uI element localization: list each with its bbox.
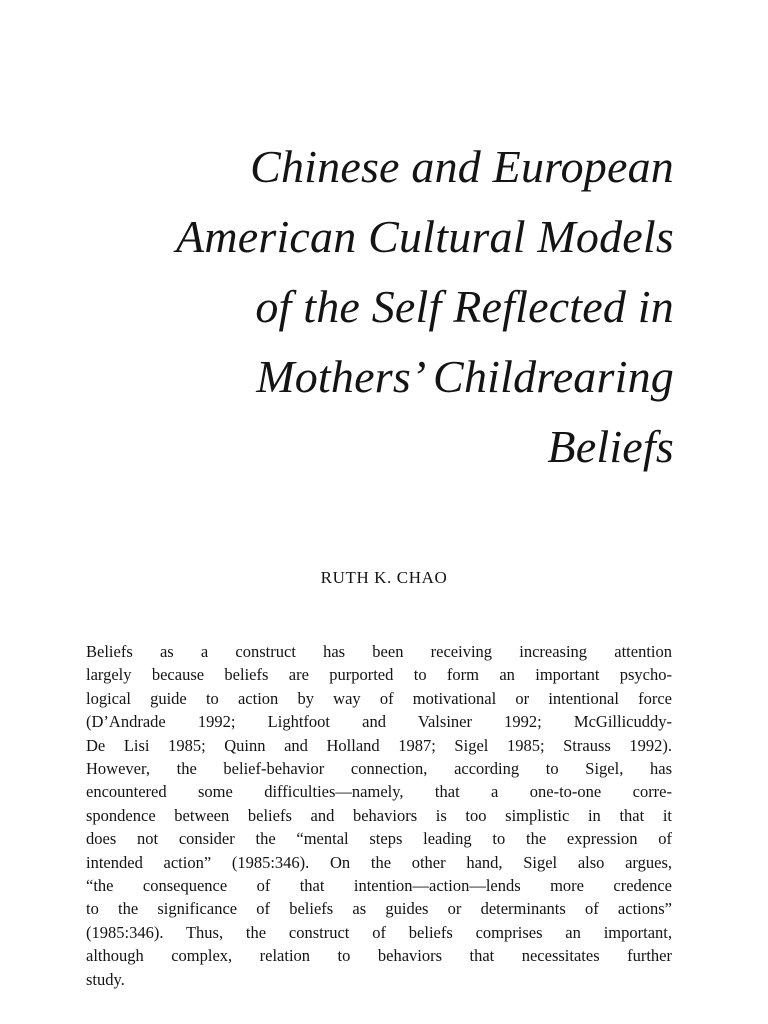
body-line: intended action” (1985:346). On the other hand, Sigel also argues,: [86, 852, 672, 872]
body-line: does not consider the “mental steps leading to the expression of: [86, 829, 672, 849]
body-line: Beliefs as a construct has been receiving increasing attention: [86, 642, 672, 661]
title-line: Mothers’ Childrearing: [256, 351, 674, 402]
title-line: Beliefs: [547, 421, 674, 472]
body-line: logical guide to action by way of motivational or intentional force: [86, 688, 672, 708]
body-line: However, the belief-behavior connection, according to Sigel, has: [86, 759, 672, 779]
body-line: study.: [86, 969, 125, 989]
body-line: De Lisi 1985; Quinn and Holland 1987; Sigel 1985; Strauss 1992).: [86, 735, 672, 755]
body-line: (1985:346). Thus, the construct of beliefs comprises an important,: [86, 922, 672, 942]
article-title: [60, 132, 674, 482]
body-paragraph: [86, 640, 672, 991]
body-line: although complex, relation to behaviors that necessitates further: [86, 946, 672, 966]
author-name: RUTH K. CHAO: [320, 568, 448, 587]
title-line: American Cultural Models: [176, 211, 674, 262]
body-line: largely because beliefs are purported to form an important psycho-: [86, 665, 672, 685]
body-line: spondence between beliefs and behaviors is too simplistic in that it: [86, 805, 672, 825]
body-line: (D’Andrade 1992; Lightfoot and Valsiner 1992; McGillicuddy-: [86, 712, 672, 732]
title-line: Chinese and European: [250, 141, 674, 192]
title-line: of the Self Reflected in: [255, 281, 674, 332]
body-line: “the consequence of that intention—action—lends more credence: [86, 876, 672, 896]
body-line: encountered some difficulties—namely, that a one-to-one corre-: [86, 782, 672, 802]
body-line: to the significance of beliefs as guides or determinants of actions”: [86, 899, 672, 919]
